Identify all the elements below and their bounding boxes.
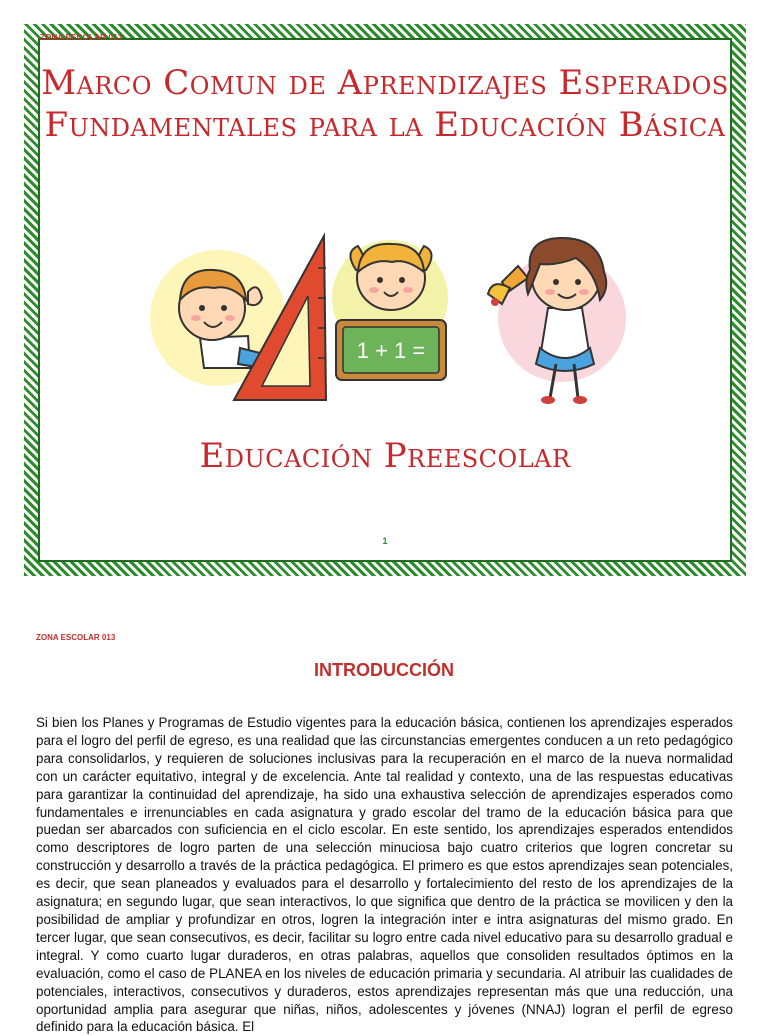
introduction-heading: INTRODUCCIÓN: [314, 660, 454, 680]
introduction-paragraph: Si bien los Planes y Programas de Estudio vigentes para la educación básica, contienen los aprendizajes esperados para el logro del perfil de egreso, es una realidad que las circunstancias emergentes conducen a un reto pedagógico para consolidarlos, y requieren de soluciones inclusivas para la recuperación en el marco de la nueva normalidad con un carácter equitativo, integral y de excelencia. Ante tal realidad y contexto, una de las respuestas educativas para garantizar la continuidad del aprendizaje, ha sido una exhaustiva selección de aprendizajes esperados como fundamentales e irrenunciables en cada asignatura y grado escolar del tramo de la educación básica para que puedan ser abarcados con suficiencia en el ciclo escolar. En este sentido, los aprendizajes esperados entendidos como descriptores de logro parten de una selección minuciosa bajo cuatro criterios que logren concretar su construcción y desarrollo a través de la práctica pedagógica. El primero es que estos aprendizajes sean potenciales, es decir, que sean planeados y evaluados para el desarrollo y fortalecimiento del resto de los aprendizajes de la asignatura; en segundo lugar, que sean interactivos, lo que significa que dentro de la práctica se movilicen y den la posibilidad de ampliar y profundizar en otros, logren la integración inter e intra asignaturas del mismo grado. En tercer lugar, que sean consecutivos, es decir, facilitar su logro entre cada nivel educativo para su desarrollo gradual e integral. Y como cuarto lugar duraderos, en otras palabras, aquellos que consoliden resultados óptimos en la evaluación, como el caso de PLANEA en los niveles de educación primaria y secundaria. Al atribuir las cualidades de potenciales, interactivos, consecutivos y duraderos, estos aprendizajes representan más que una reducción, una oportunidad amplia para asegurar que niñas, niños, adolescentes y jóvenes (NNAJ) logran el perfil de egreso definido para la educación básica. El: [36, 715, 733, 1035]
chalkboard-text: 1 + 1 =: [356, 338, 426, 363]
cover-content: [38, 33, 732, 562]
zone-label: ZONA ESCOLAR 013: [40, 33, 123, 42]
document-title: Marco Comun de Aprendizajes Esperados Fundamentales para la Educación Básica: [41, 63, 729, 145]
cover-page: [24, 24, 746, 576]
children-illustration: [130, 208, 650, 413]
page-number: 1: [382, 536, 388, 546]
page2-zone-label: ZONA ESCOLAR 013: [36, 633, 116, 642]
cover-subtitle: Educación Preescolar: [199, 436, 571, 476]
